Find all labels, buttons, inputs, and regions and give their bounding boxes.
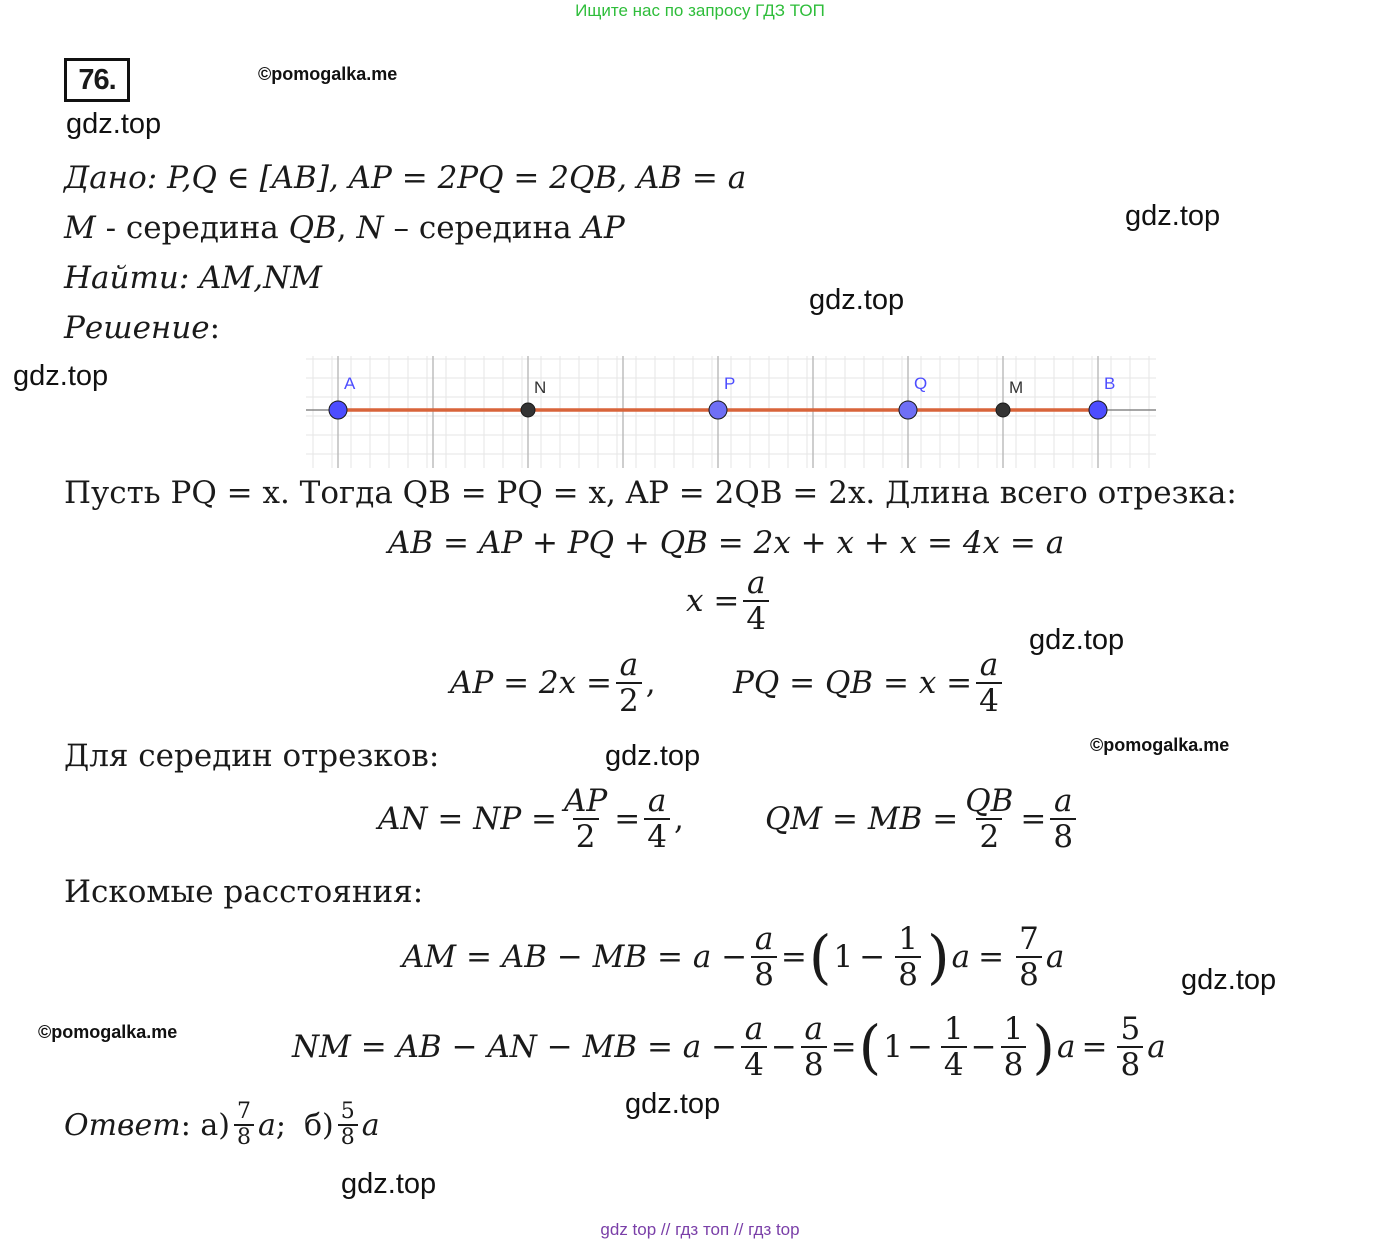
var-a: a xyxy=(257,1107,276,1143)
denominator: 4 xyxy=(743,600,769,636)
watermark-gdz: gdz.top xyxy=(341,1168,437,1200)
midpoints-label: Для середин отрезков: xyxy=(64,738,440,774)
denominator: 4 xyxy=(741,1046,767,1082)
eq-an xyxy=(378,784,684,854)
fraction xyxy=(616,648,642,718)
eq-text: AP = 2x = xyxy=(450,665,612,702)
var-a: a xyxy=(1057,1029,1076,1066)
equals: = xyxy=(780,939,807,976)
point-q xyxy=(899,401,917,419)
text-part: , xyxy=(336,210,357,246)
eq-ap xyxy=(450,648,656,718)
footer-links[interactable]: gdz top // гдз топ // гдз top xyxy=(600,1220,800,1239)
eq-nm xyxy=(292,1012,1166,1082)
point-label-m: M xyxy=(1009,378,1024,397)
fraction xyxy=(234,1100,254,1150)
eq-text: AM = AB − MB = a − xyxy=(402,939,748,976)
eq-ab: AB = AP + PQ + QB = 2x + x + x = 4x = a xyxy=(388,525,1065,561)
text-part: – середина xyxy=(383,210,582,246)
numerator: a xyxy=(744,1011,764,1047)
numerator: QB xyxy=(965,783,1014,819)
denominator: 8 xyxy=(1016,956,1042,992)
minus: − xyxy=(906,1029,933,1066)
point-m xyxy=(996,403,1010,417)
minus: − xyxy=(970,1029,997,1066)
right-paren: ) xyxy=(1032,1013,1056,1082)
given-line xyxy=(64,160,746,196)
numerator: 5 xyxy=(340,1099,355,1124)
numerator: a xyxy=(754,921,774,957)
point-m: M xyxy=(64,210,96,246)
numerator: a xyxy=(1054,783,1073,819)
denominator: 8 xyxy=(1001,1046,1027,1082)
let-line: Пусть PQ = x. Тогда QB = PQ = x, AP = 2QB = 2x. Длина всего отрезка: xyxy=(64,475,1237,511)
eq-am xyxy=(402,922,1064,992)
minus: − xyxy=(859,939,886,976)
solution-label: Решение xyxy=(64,310,210,346)
fraction xyxy=(1117,1012,1143,1082)
fraction xyxy=(941,1012,967,1082)
solution-line xyxy=(64,310,220,346)
denominator: 4 xyxy=(644,818,670,854)
watermark-gdz: gdz.top xyxy=(625,1088,721,1120)
point-label-q: Q xyxy=(914,374,928,393)
point-n xyxy=(521,403,535,417)
eq-text: QM = MB = xyxy=(765,801,959,838)
denominator: 2 xyxy=(616,682,642,718)
segment-ap: AP xyxy=(581,210,625,246)
var-a: a xyxy=(951,939,971,976)
comma: , xyxy=(673,801,684,838)
right-paren: ) xyxy=(927,923,950,992)
point-p xyxy=(709,401,727,419)
find-line xyxy=(64,260,322,296)
fraction xyxy=(338,1100,358,1150)
numerator: 1 xyxy=(1003,1011,1024,1047)
equals: = xyxy=(978,939,1005,976)
left-paren: ( xyxy=(858,1013,882,1082)
equals: = xyxy=(1081,1029,1108,1066)
given-values: : P,Q ∈ [AB], AP = 2PQ = 2QB, AB = a xyxy=(146,160,747,196)
watermark-gdz: gdz.top xyxy=(1181,964,1277,996)
numerator: 7 xyxy=(236,1099,251,1124)
one: 1 xyxy=(883,1029,903,1066)
left-paren: ( xyxy=(808,923,832,992)
fraction xyxy=(561,784,610,854)
denominator: 8 xyxy=(234,1124,254,1150)
denominator: 8 xyxy=(338,1124,358,1150)
fraction xyxy=(1001,1012,1027,1082)
given-label: Дано xyxy=(64,160,147,196)
minus: − xyxy=(770,1029,797,1066)
denominator: 2 xyxy=(976,818,1002,854)
watermark-gdz: gdz.top xyxy=(13,360,109,392)
watermark-gdz: gdz.top xyxy=(1125,200,1221,232)
answer-part-b: б) xyxy=(303,1107,334,1143)
watermark-gdz: gdz.top xyxy=(605,740,701,772)
var-a: a xyxy=(1045,939,1065,976)
point-b xyxy=(1089,401,1107,419)
numerator: 7 xyxy=(1019,921,1039,957)
numerator: a xyxy=(746,565,766,601)
point-label-p: P xyxy=(724,374,736,393)
watermark-pomogalka: ©pomogalka.me xyxy=(258,64,398,84)
find-label: Найти xyxy=(64,260,179,296)
denominator: 4 xyxy=(941,1046,967,1082)
eq-pq xyxy=(733,648,1006,718)
numerator: a xyxy=(804,1011,823,1047)
watermark-gdz: gdz.top xyxy=(809,284,905,316)
equals: = xyxy=(614,801,641,838)
numerator: AP xyxy=(564,783,608,819)
watermark-gdz: gdz.top xyxy=(66,108,162,140)
fraction xyxy=(751,922,777,992)
denominator: 8 xyxy=(751,956,777,992)
problem-number: 76. xyxy=(64,58,130,102)
segment-figure xyxy=(306,356,1158,468)
fraction xyxy=(1016,922,1042,992)
watermark-pomogalka: ©pomogalka.me xyxy=(38,1022,178,1042)
answer-label: Ответ xyxy=(64,1107,181,1143)
semicolon: ; xyxy=(275,1107,286,1143)
equals: = xyxy=(830,1029,857,1066)
eq-x xyxy=(686,566,773,636)
fraction xyxy=(962,784,1016,854)
answer-part-a: : а) xyxy=(180,1107,230,1143)
var-a: a xyxy=(361,1107,380,1143)
denominator: 2 xyxy=(573,818,599,854)
fraction xyxy=(801,1012,827,1082)
numerator: a xyxy=(979,647,999,683)
eq-text: PQ = QB = x = xyxy=(733,665,973,702)
denominator: 8 xyxy=(801,1046,827,1082)
text-part: - середина xyxy=(95,210,289,246)
point-label-n: N xyxy=(534,378,547,397)
fraction xyxy=(743,566,769,636)
denominator: 8 xyxy=(1117,1046,1143,1082)
numerator: 5 xyxy=(1120,1011,1141,1047)
fraction xyxy=(644,784,670,854)
find-values: : AM,NM xyxy=(178,260,322,296)
equals: = xyxy=(1020,801,1047,838)
segment-qb: QB xyxy=(288,210,337,246)
eq-text: AN = NP = xyxy=(378,801,558,838)
numerator: 1 xyxy=(898,921,918,957)
comma: , xyxy=(645,665,656,702)
eq-qm xyxy=(765,784,1080,854)
watermark-pomogalka: ©pomogalka.me xyxy=(1090,735,1230,755)
point-n: N xyxy=(356,210,384,246)
denominator: 4 xyxy=(976,682,1002,718)
eq-text: NM = AB − AN − MB = a − xyxy=(292,1029,738,1066)
numerator: 1 xyxy=(943,1011,964,1047)
distances-label: Искомые расстояния: xyxy=(64,874,424,910)
watermark-gdz: gdz.top xyxy=(1029,624,1125,656)
fraction xyxy=(1050,784,1076,854)
given-midpoints-line xyxy=(64,210,625,246)
point-label-a: A xyxy=(344,374,356,393)
numerator: a xyxy=(647,783,667,819)
numerator: a xyxy=(619,647,639,683)
top-banner[interactable]: Ищите нас по запросу ГДЗ ТОП xyxy=(575,1,825,20)
var-a: a xyxy=(1147,1029,1166,1066)
figure-grid xyxy=(306,356,1156,468)
denominator: 8 xyxy=(895,956,921,992)
fraction xyxy=(976,648,1002,718)
answer-line xyxy=(64,1100,380,1150)
denominator: 8 xyxy=(1050,818,1076,854)
eq-text: x = xyxy=(686,583,740,620)
fraction xyxy=(741,1012,767,1082)
text-part: : xyxy=(209,310,221,346)
one: 1 xyxy=(833,939,854,976)
fraction xyxy=(895,922,921,992)
point-label-b: B xyxy=(1104,374,1116,393)
point-a xyxy=(329,401,347,419)
